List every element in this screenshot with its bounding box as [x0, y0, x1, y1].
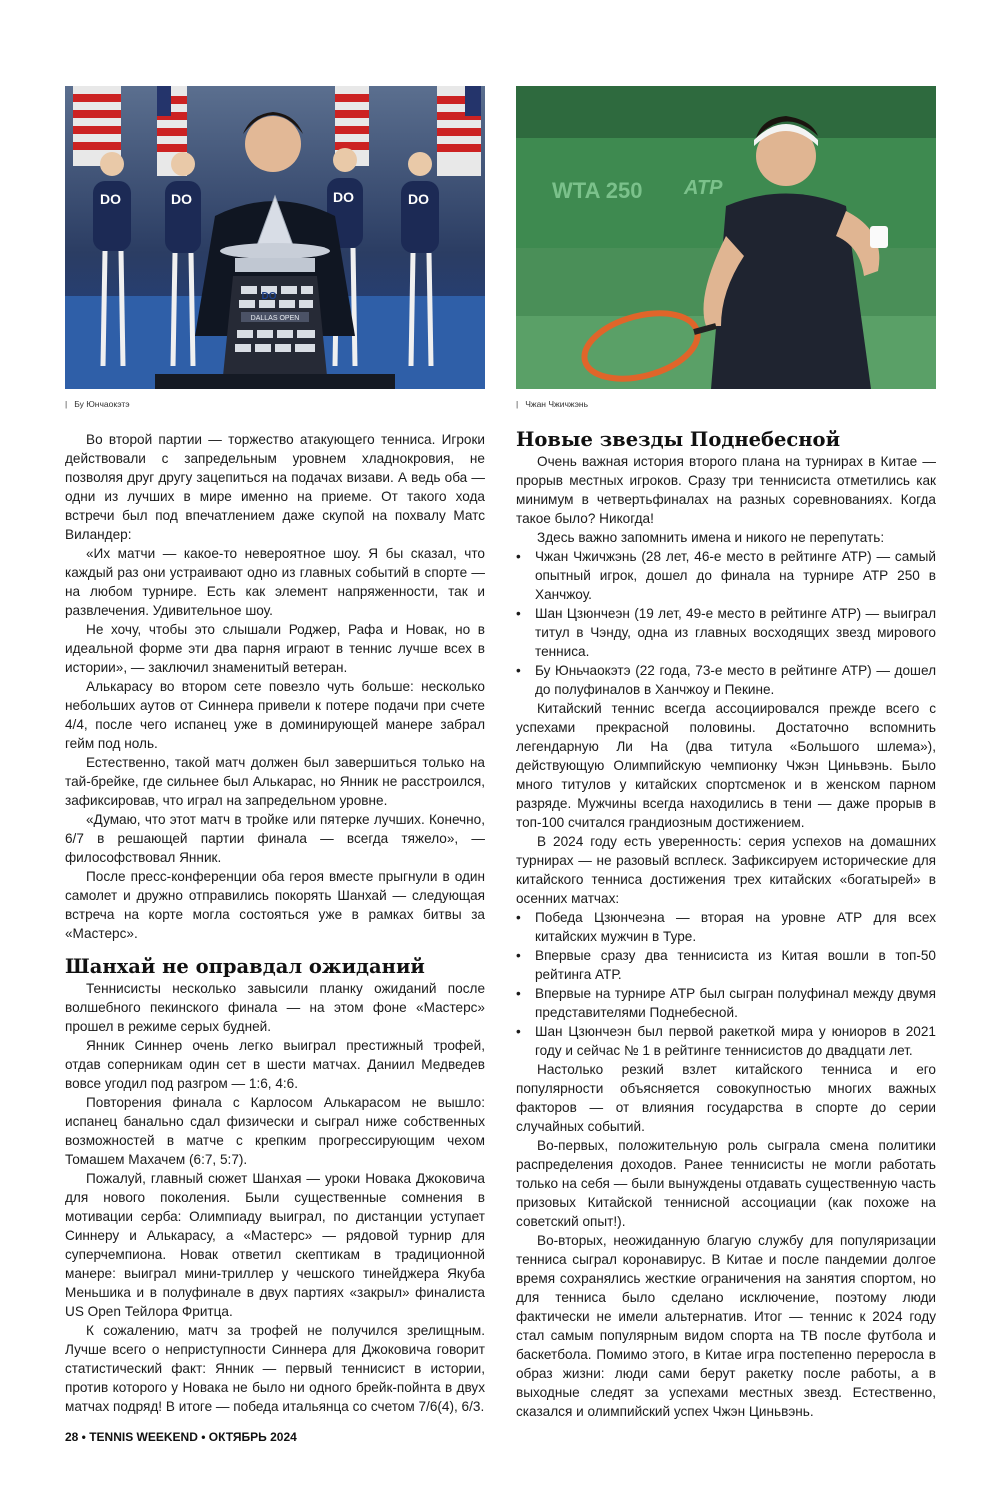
- list-item: • Впервые сразу два теннисиста из Китая вошли в топ-50 рейтинга АТР.: [516, 946, 936, 984]
- paragraph: Янник Синнер очень легко выиграл престижный трофей, отдав соперникам один сет в шести матчах. Даниил Медведев вовсе угодил под разгром — 1:6, 4:6.: [65, 1038, 485, 1091]
- player-list: [516, 547, 936, 699]
- caption-text: Бу Юнчаокэтэ: [74, 399, 130, 409]
- photo-caption: [516, 399, 588, 409]
- trophy-plate: DALLAS OPEN: [250, 315, 300, 322]
- paragraph: Во второй партии — торжество атакующего тенниса. Игроки действовали с запредельным уровнем хладнокровия, не позволяя друг другу зацепиться на подачах визави. А ведь оба — одни из лучших в мире именно на приеме. От такого хода встречи был под впечатлением даже скупой на похвалу Матс Виландер:: [65, 432, 485, 542]
- paragraph: К сожалению, матч за трофей не получился зрелищным. Лучше всего о неприступности Синнера для Джоковича говорит статистический факт: Янник — первый теннисист в истории, против которого у Новака не было ни одного брейк-пойнта в двух матчах подряд! В итоге — победа итальянца со счетом 7/6(4), 6/3.: [65, 1323, 485, 1414]
- list-item: • Впервые на турнире АТР был сыгран полуфинал между двумя представителями Поднебесной.: [516, 984, 936, 1022]
- list-item: • Победа Цзюнчеэна — вторая на уровне АТР для всех китайских мужчин в Туре.: [516, 908, 936, 946]
- paragraph: После пресс-конференции оба героя вместе прыгнули в один самолет и дружно отправились покорять Шанхай — следующая встреча на корте могла состояться уже в рамках битвы за «Мастерс».: [65, 869, 485, 941]
- banner-logo-atp: ATP: [684, 177, 723, 199]
- paragraph: Пожалуй, главный сюжет Шанхая — уроки Новака Джоковича для нового поколения. Были существенные сомнения в мотивации серба: Олимпиаду выиграл, по дистанции уступает Синнеру и Алькарасу, а «Мастерс» — рядовой турнир для суперчемпиона. Новак ответил скептикам в традиционной манере: выиграл мини-триллер у чешского тинейджера Якуба Меньшика и в полуфинале в двух партиях «закрыл» финалиста US Open Тейлора Фритца.: [65, 1171, 485, 1319]
- section-heading: Новые звезды Поднебесной: [516, 428, 841, 451]
- paragraph: Во-первых, положительную роль сыграла смена политики распределения доходов. Ранее теннисисты не могли работать только на себя — были вынуждены отдавать существенную часть призовых Китайской теннисной ассоциации (как похоже на советский опыт!).: [516, 1138, 936, 1229]
- list-item: • Бу Юньчаокэтэ (22 года, 73-е место в рейтинге АТР) — дошел до полуфиналов в Ханчжоу и Пекине.: [516, 661, 936, 699]
- list-item: • Чжан Чжичжэнь (28 лет, 46-е место в рейтинге АТР) — самый опытный игрок, дошел до финала на турнире АТР 250 в Ханчжоу.: [516, 547, 936, 604]
- paragraph: Теннисисты несколько завысили планку ожиданий после волшебного пекинского финала — на этом фоне «Мастерс» прошел в режиме серых будней.: [65, 981, 485, 1034]
- banner-logo: WTA 250: [552, 178, 643, 203]
- shirt-logo: DO: [333, 189, 354, 205]
- paragraph: «Думаю, что этот матч в тройке или пятерке лучших. Конечно, 6/7 в решающей партии финала — всегда тяжело», — философствовал Янник.: [65, 812, 485, 865]
- shirt-logo: DO: [408, 191, 429, 207]
- paragraph: Очень важная история второго плана на турнирах в Китае — прорыв местных игроков. Сразу три теннисиста отметились как минимум в четвертьфиналах на разных соревнованиях. Когда такое было? Никогда!: [516, 454, 936, 526]
- trophy-logo: DO: [261, 291, 277, 302]
- shirt-logo: DO: [100, 191, 121, 207]
- photo-caption: [65, 399, 130, 409]
- paragraph: «Их матчи — какое-то невероятное шоу. Я бы сказал, что каждый раз они устраивают одно из главных событий в спорте — на любом турнире. Есть как элемент напряженности, так и развлечения. Удивительное шоу.: [65, 546, 485, 618]
- caption-divider: |: [516, 399, 519, 409]
- caption-divider: |: [65, 399, 68, 409]
- list-item: • Шан Цзюнчеэн (19 лет, 49-е место в рейтинге АТР) — выиграл титул в Чэнду, одна из главных восходящих звезд мирового тенниса.: [516, 604, 936, 661]
- paragraph: Настолько резкий взлет китайского тенниса и его популярности объясняется совокупностью многих важных факторов — от влияния государства в спорте до серии случайных событий.: [516, 1062, 936, 1134]
- paragraph: В 2024 году есть уверенность: серия успехов на домашних турнирах — не разовый всплеск. Зафиксируем исторические для китайского тенниса достижения трех китайских «богатырей» в осенних матчах:: [516, 834, 936, 906]
- shirt-logo: DO: [171, 191, 192, 207]
- achievements-list: [516, 908, 936, 1060]
- paragraph: Здесь важно запомнить имена и никого не перепутать:: [537, 530, 885, 545]
- caption-text: Чжан Чжичжэнь: [525, 399, 589, 409]
- paragraph: Алькарасу во втором сете повезло чуть больше: несколько небольших аутов от Синнера привели к потере подачи при счете 4/4, после чего испанец уже в доминирующей манере забрал гейм под ноль.: [65, 679, 485, 751]
- page-footer: 28 • TENNIS WEEKEND • ОКТЯБРЬ 2024: [65, 1430, 297, 1444]
- paragraph: Повторения финала с Карлосом Алькарасом не вышло: испанец банально сдал физически и сыграл ниже собственных возможностей в матче с крепким прогрессирующим чехом Томашем Махачем (6:7, 5:7).: [65, 1095, 485, 1167]
- photo-forehand-player: [516, 86, 936, 389]
- paragraph: Во-вторых, неожиданную благую службу для популяризации тенниса сыграл коронавирус. В Китае и после пандемии долгое время сохранялись жесткие ограничения на занятия спортом, но для тенниса было сделано исключение, поэтому люди фактически не имели альтернатив. Итог — теннис к 2024 году стал самым популярным видом спорта на ТВ после футбола и баскетбола. Помимо этого, в Китае игра постепенно переросла в образ жизни: люди сами берут ракетку после работы, а в выходные следят за успехами местных звезд. Естественно, сказался и олимпийский успех Чжэн Циньвэнь.: [516, 1233, 936, 1419]
- paragraph: Не хочу, чтобы это слышали Роджер, Рафа и Новак, но в идеальной форме эти два парня играют в теннис лучше всех в истории», — заключил знаменитый ветеран.: [65, 622, 485, 675]
- article-column-right: [516, 428, 936, 1421]
- paragraph: Естественно, такой матч должен был завершиться только на тай-брейке, где сильнее был Алькарас, но Янник не расстроился, зафиксировав, что играл на запредельном уровне.: [65, 755, 485, 808]
- list-item: • Шан Цзюнчеэн был первой ракеткой мира у юниоров в 2021 году и сейчас № 1 в рейтинге теннисистов до двадцати лет.: [516, 1022, 936, 1060]
- paragraph: Китайский теннис всегда ассоциировался прежде всего с успехами прекрасной половины. Достаточно вспомнить легендарную Ли На (два титула «Большого шлема»), действующую Олимпийскую чемпионку Чжэн Циньвэнь. Было много титулов у китайских спортсменок и в женском парном разряде. Мужчины всегда находились в тени — даже прорыв в топ-100 считался грандиозным достижением.: [516, 701, 936, 830]
- section-heading: Шанхай не оправдал ожиданий: [65, 955, 425, 978]
- photo-trophy-ceremony: [65, 86, 485, 389]
- article-column-left: [65, 430, 485, 1416]
